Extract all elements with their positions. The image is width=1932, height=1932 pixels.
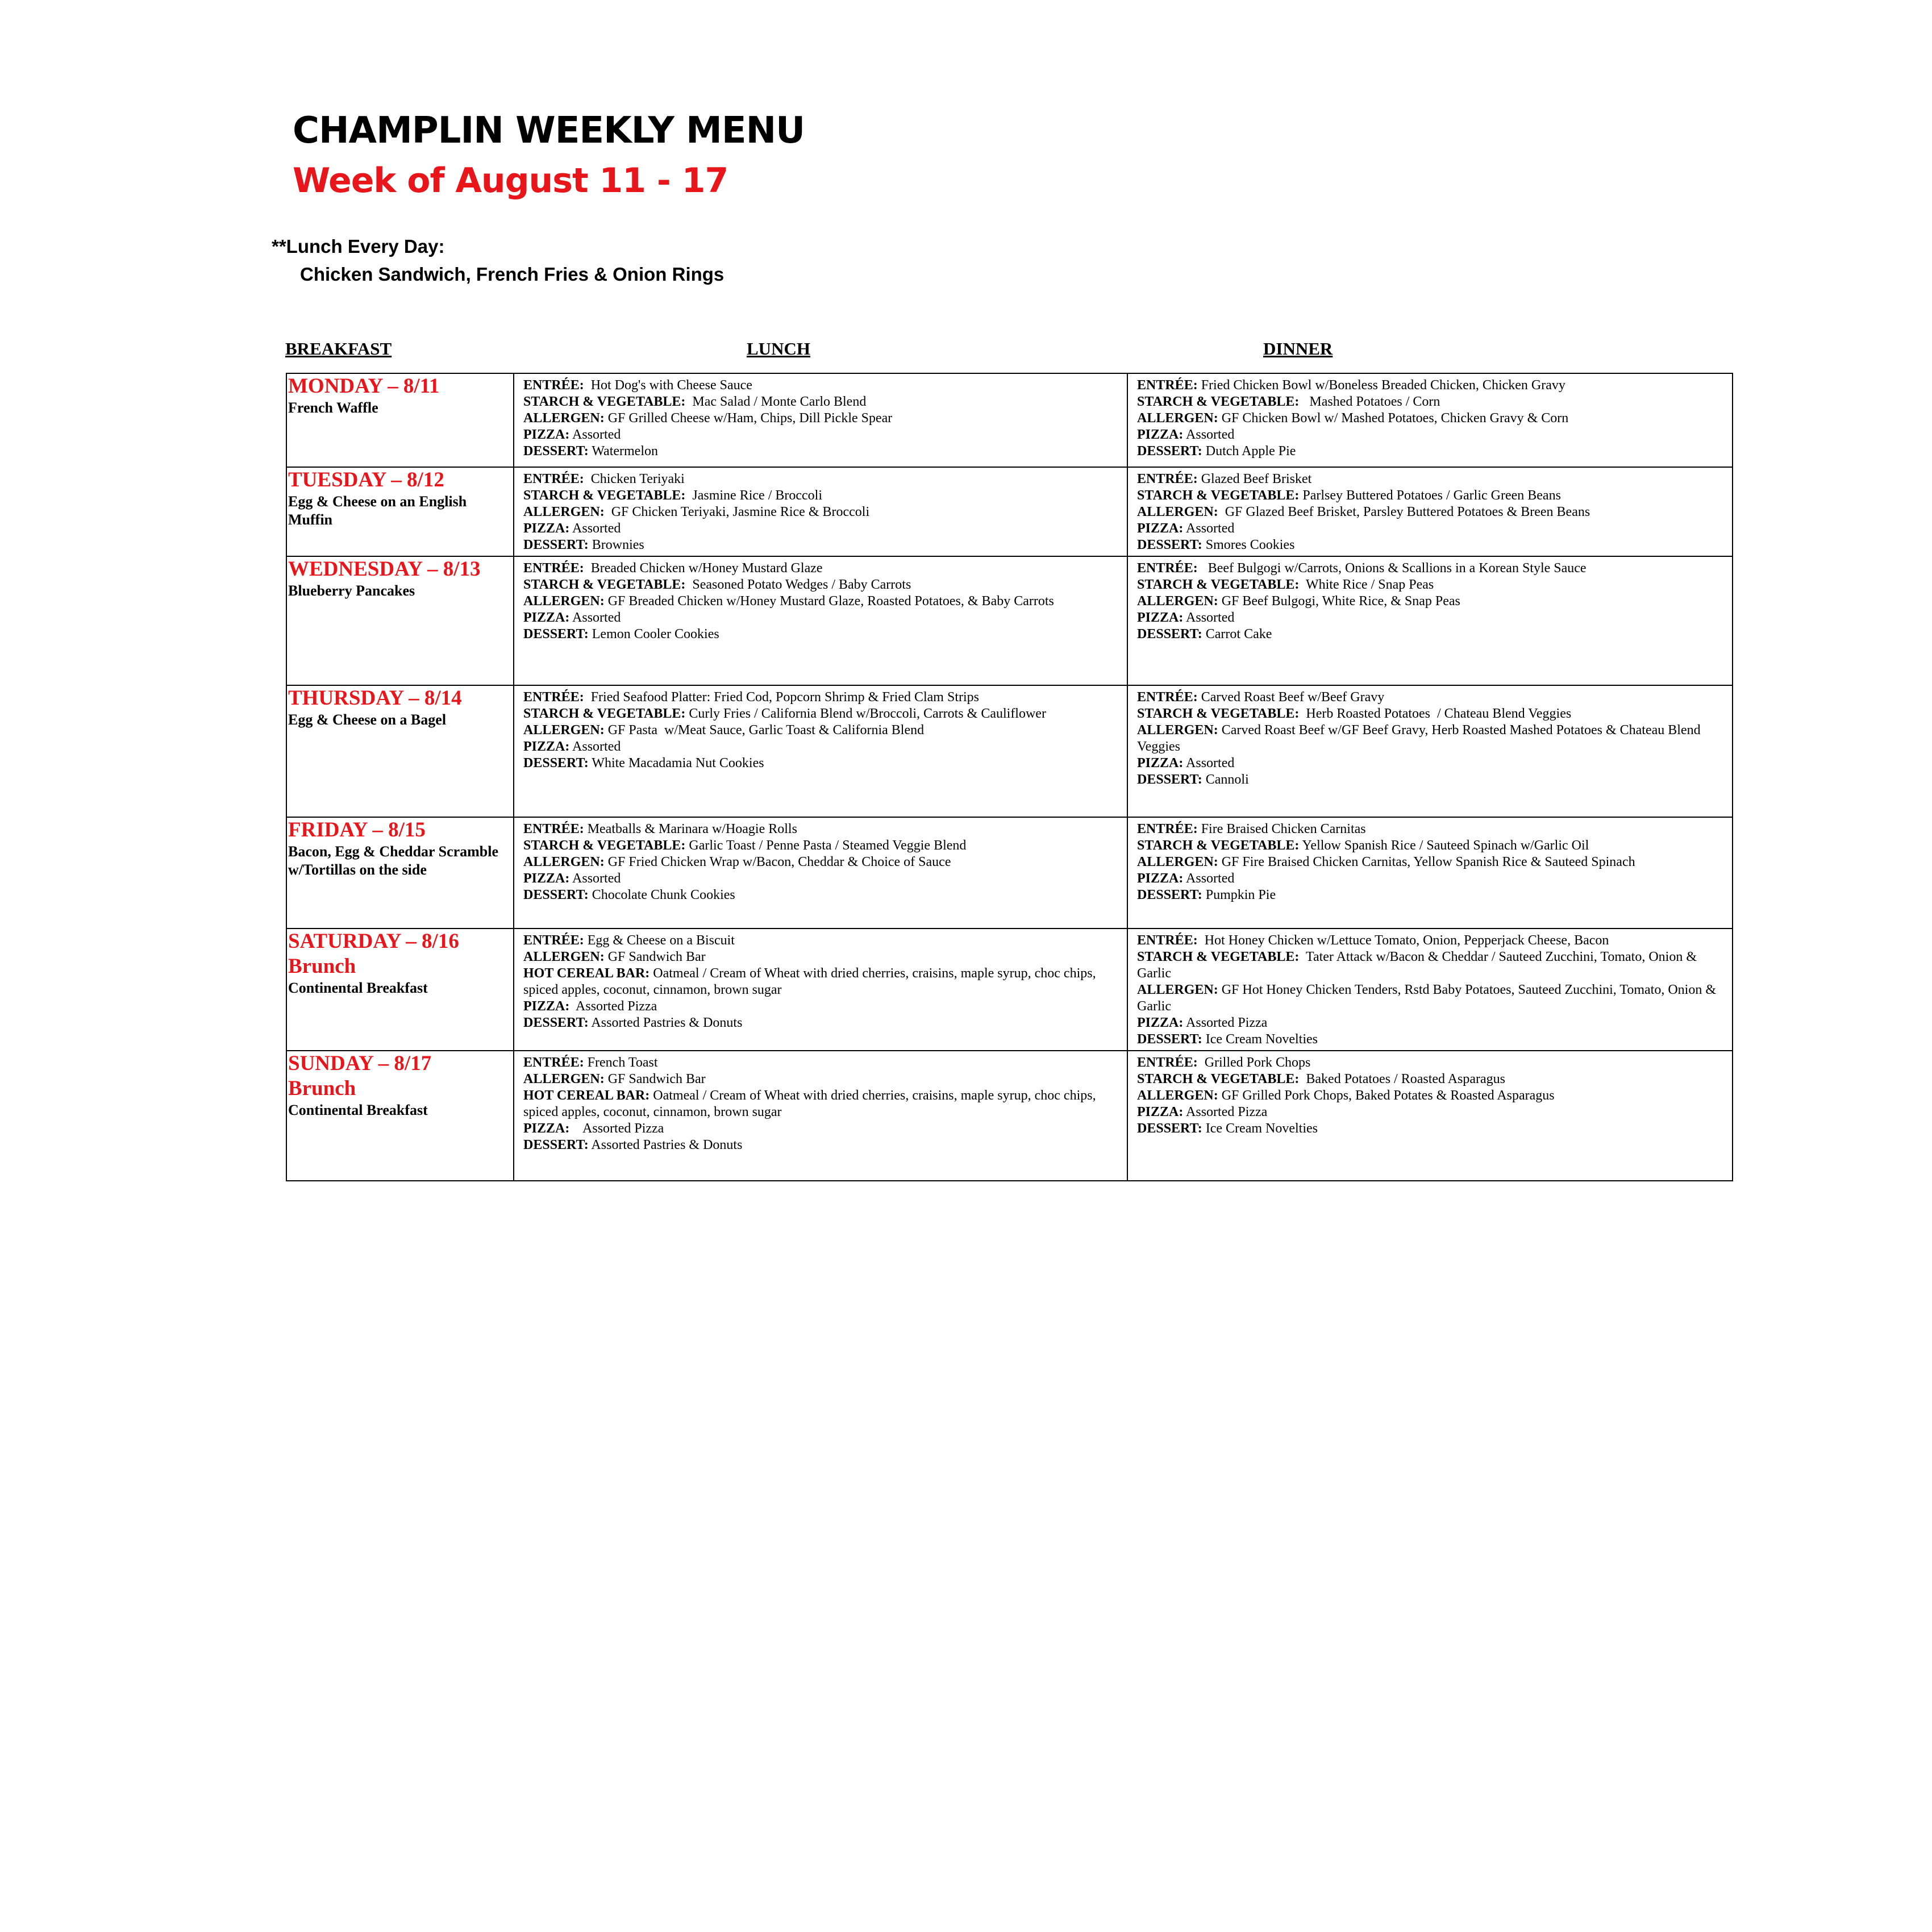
lunch-line (523, 998, 1121, 1015)
lunch-line-label: ALLERGEN: (523, 594, 605, 609)
dinner-line (1137, 1071, 1726, 1088)
lunch-line (523, 537, 1121, 553)
menu-row (286, 685, 1733, 817)
lunch-line-label: HOT CEREAL BAR: (523, 1088, 650, 1103)
lunch-line-label: PIZZA: (523, 739, 570, 754)
dinner-line-label: ENTRÉE: (1137, 561, 1198, 576)
lunch-line-label: ALLERGEN: (523, 855, 605, 869)
lunch-line-label: STARCH & VEGETABLE: (523, 488, 686, 503)
dinner-line-label: ALLERGEN: (1137, 594, 1218, 609)
dinner-line-text: GF Chicken Bowl w/ Mashed Potatoes, Chicken Gravy & Corn (1218, 411, 1569, 426)
dinner-line-text: GF Beef Bulgogi, White Rice, & Snap Peas (1218, 594, 1460, 609)
lunch-line (523, 1055, 1121, 1071)
lunch-line (523, 689, 1121, 706)
lunch-line-text: GF Fried Chicken Wrap w/Bacon, Cheddar & Choice of Sauce (604, 855, 951, 869)
lunch-line (523, 739, 1121, 755)
lunch-line-text: Assorted (569, 610, 621, 625)
dinner-line-text: Cannoli (1202, 772, 1249, 787)
lunch-line (523, 965, 1121, 998)
lunch-line-text: GF Pasta w/Meat Sauce, Garlic Toast & California Blend (604, 723, 925, 738)
dinner-line-label: PIZZA: (1137, 871, 1184, 886)
dinner-line (1137, 537, 1726, 553)
day-name: THURSDAY – 8/14 (288, 686, 462, 710)
dinner-line-label: STARCH & VEGETABLE: (1137, 838, 1300, 853)
lunch-cell (514, 817, 1127, 928)
dinner-line-label: DESSERT: (1137, 627, 1202, 642)
week-subtitle: Week of August 11 - 17 (293, 161, 728, 201)
menu-title: CHAMPLIN WEEKLY MENU (293, 110, 805, 152)
lunch-line (523, 471, 1121, 488)
dinner-line (1137, 949, 1726, 982)
lunch-line-label: ALLERGEN: (523, 723, 605, 738)
lunch-line-text: Assorted Pastries & Donuts (588, 1015, 743, 1030)
dinner-cell (1127, 556, 1733, 685)
dinner-line-label: PIZZA: (1137, 1015, 1184, 1030)
dinner-line-text: Assorted Pizza (1183, 1105, 1268, 1119)
lunch-cell (514, 1051, 1127, 1181)
lunch-line-label: ENTRÉE: (523, 561, 584, 576)
lunch-line-text: Lemon Cooler Cookies (588, 627, 719, 642)
lunch-note-text: Chicken Sandwich, French Fries & Onion Rings (300, 264, 724, 285)
lunch-line-label: STARCH & VEGETABLE: (523, 394, 686, 409)
lunch-line-text: GF Breaded Chicken w/Honey Mustard Glaze, Roasted Potatoes, & Baby Carrots (604, 594, 1054, 609)
lunch-cell (514, 928, 1127, 1051)
lunch-line-label: STARCH & VEGETABLE: (523, 706, 686, 721)
dinner-line (1137, 504, 1726, 521)
dinner-line-label: ENTRÉE: (1137, 378, 1198, 393)
lunch-line (523, 1015, 1121, 1031)
menu-row (286, 467, 1733, 556)
dinner-line-label: DESSERT: (1137, 1032, 1202, 1047)
lunch-line-text: Curly Fries / California Blend w/Broccoli, Carrots & Cauliflower (685, 706, 1046, 721)
dinner-line-text: Herb Roasted Potatoes / Chateau Blend Veggies (1299, 706, 1572, 721)
breakfast-cell (286, 373, 514, 467)
breakfast-column-header: BREAKFAST (285, 339, 392, 359)
lunch-line-text: GF Chicken Teriyaki, Jasmine Rice & Broccoli (604, 505, 870, 519)
breakfast-cell (286, 685, 514, 817)
day-name: FRIDAY – 8/15 (288, 818, 426, 842)
lunch-line (523, 610, 1121, 626)
dinner-column-header: DINNER (1263, 339, 1333, 359)
lunch-line-label: ENTRÉE: (523, 933, 584, 948)
breakfast-cell (286, 817, 514, 928)
dinner-line (1137, 1104, 1726, 1121)
dinner-line-label: DESSERT: (1137, 888, 1202, 902)
dinner-line-text: Carved Roast Beef w/GF Beef Gravy, Herb Roasted Mashed Potatoes & Chateau Blend Veggies (1137, 723, 1704, 754)
lunch-line-label: DESSERT: (523, 627, 589, 642)
dinner-line-text: Fried Chicken Bowl w/Boneless Breaded Chicken, Chicken Gravy (1197, 378, 1565, 393)
dinner-cell (1127, 373, 1733, 467)
breakfast-item: French Waffle (288, 399, 378, 416)
breakfast-cell (286, 928, 514, 1051)
lunch-line-label: PIZZA: (523, 521, 570, 536)
lunch-line-text: Egg & Cheese on a Biscuit (584, 933, 735, 948)
dinner-line-label: ALLERGEN: (1137, 411, 1218, 426)
day-name: SATURDAY – 8/16 (288, 930, 459, 953)
dinner-line (1137, 1015, 1726, 1031)
lunch-line (523, 560, 1121, 577)
dinner-line-text: White Rice / Snap Peas (1299, 577, 1434, 592)
dinner-line-text: Hot Honey Chicken w/Lettuce Tomato, Onion, Pepperjack Cheese, Bacon (1197, 933, 1609, 948)
lunch-line-text: Assorted Pizza (569, 1121, 664, 1136)
dinner-line-text: Tater Attack w/Bacon & Cheddar / Sauteed Zucchini, Tomato, Onion & Garlic (1137, 950, 1700, 981)
lunch-line (523, 821, 1121, 838)
lunch-line-label: ENTRÉE: (523, 1055, 584, 1070)
dinner-line-label: STARCH & VEGETABLE: (1137, 577, 1300, 592)
lunch-line (523, 410, 1121, 427)
lunch-line-text: White Macadamia Nut Cookies (588, 756, 764, 771)
lunch-line-label: PIZZA: (523, 427, 570, 442)
lunch-line-text: Watermelon (588, 444, 658, 459)
dinner-line-text: Dutch Apple Pie (1202, 444, 1296, 459)
dinner-line-label: ALLERGEN: (1137, 982, 1218, 997)
breakfast-item: Bacon, Egg & Cheddar Scramble w/Tortillas on the side (288, 843, 499, 878)
lunch-line-text: Meatballs & Marinara w/Hoagie Rolls (584, 822, 797, 836)
lunch-cell (514, 373, 1127, 467)
dinner-line-text: Fire Braised Chicken Carnitas (1197, 822, 1366, 836)
lunch-line-label: HOT CEREAL BAR: (523, 966, 650, 981)
lunch-line-text: Assorted (569, 427, 621, 442)
breakfast-item: Egg & Cheese on an English Muffin (288, 493, 467, 528)
dinner-line (1137, 932, 1726, 949)
dinner-line-label: ALLERGEN: (1137, 505, 1218, 519)
dinner-line (1137, 854, 1726, 871)
menu-row (286, 817, 1733, 928)
lunch-line (523, 706, 1121, 722)
lunch-line-text: Hot Dog's with Cheese Sauce (584, 378, 752, 393)
lunch-line (523, 626, 1121, 643)
lunch-line (523, 755, 1121, 772)
dinner-line (1137, 982, 1726, 1015)
dinner-line (1137, 560, 1726, 577)
dinner-cell (1127, 1051, 1733, 1181)
lunch-line (523, 838, 1121, 854)
lunch-line-text: Brownies (588, 538, 644, 552)
lunch-line (523, 1071, 1121, 1088)
dinner-line-text: Ice Cream Novelties (1202, 1121, 1318, 1136)
lunch-line (523, 488, 1121, 504)
lunch-line-label: PIZZA: (523, 1121, 570, 1136)
lunch-line-text: Assorted Pastries & Donuts (588, 1138, 743, 1152)
dinner-line-text: GF Glazed Beef Brisket, Parsley Buttered Potatoes & Breen Beans (1218, 505, 1590, 519)
lunch-line-text: GF Grilled Cheese w/Ham, Chips, Dill Pickle Spear (604, 411, 893, 426)
breakfast-item: Continental Breakfast (288, 1102, 428, 1118)
dinner-line-text: Beef Bulgogi w/Carrots, Onions & Scallions in a Korean Style Sauce (1197, 561, 1587, 576)
lunch-line-label: PIZZA: (523, 610, 570, 625)
dinner-line (1137, 1088, 1726, 1104)
day-name: WEDNESDAY – 8/13 (288, 557, 481, 581)
dinner-line-text: GF Grilled Pork Chops, Baked Potates & Roasted Asparagus (1218, 1088, 1555, 1103)
lunch-line (523, 949, 1121, 965)
menu-row (286, 373, 1733, 467)
dinner-line-label: ENTRÉE: (1137, 1055, 1198, 1070)
lunch-line (523, 593, 1121, 610)
lunch-line-label: DESSERT: (523, 444, 589, 459)
dinner-line-label: ENTRÉE: (1137, 690, 1198, 705)
dinner-line-text: Carved Roast Beef w/Beef Gravy (1197, 690, 1385, 705)
dinner-line (1137, 593, 1726, 610)
lunch-line (523, 577, 1121, 593)
dinner-line-label: STARCH & VEGETABLE: (1137, 950, 1300, 964)
dinner-line (1137, 394, 1726, 410)
lunch-line (523, 722, 1121, 739)
lunch-cell (514, 556, 1127, 685)
dinner-line-text: Assorted (1183, 521, 1235, 536)
dinner-line-label: ALLERGEN: (1137, 855, 1218, 869)
lunch-line (523, 887, 1121, 903)
lunch-note-heading: **Lunch Every Day: (272, 236, 445, 257)
dinner-line-label: DESSERT: (1137, 538, 1202, 552)
lunch-line-text: Oatmeal / Cream of Wheat with dried cherries, craisins, maple syrup, choc chips, spiced apples, coconut, cinnamon, brown sugar (523, 966, 1100, 997)
lunch-line (523, 427, 1121, 443)
dinner-line-text: Pumpkin Pie (1202, 888, 1276, 902)
lunch-line (523, 521, 1121, 537)
brunch-label: Brunch (288, 1077, 356, 1100)
lunch-line-text: Oatmeal / Cream of Wheat with dried cherries, craisins, maple syrup, choc chips, spiced apples, coconut, cinnamon, brown sugar (523, 1088, 1100, 1119)
dinner-line (1137, 521, 1726, 537)
dinner-line (1137, 706, 1726, 722)
lunch-line-label: ALLERGEN: (523, 411, 605, 426)
lunch-line-label: DESSERT: (523, 888, 589, 902)
dinner-line-text: Grilled Pork Chops (1197, 1055, 1311, 1070)
dinner-line-label: ALLERGEN: (1137, 723, 1218, 738)
dinner-line-label: ENTRÉE: (1137, 933, 1198, 948)
dinner-line (1137, 410, 1726, 427)
lunch-line (523, 871, 1121, 887)
lunch-line-label: DESSERT: (523, 1015, 589, 1030)
lunch-line-label: STARCH & VEGETABLE: (523, 838, 686, 853)
dinner-cell (1127, 817, 1733, 928)
lunch-line-text: Assorted Pizza (569, 999, 657, 1014)
dinner-line (1137, 610, 1726, 626)
dinner-line (1137, 871, 1726, 887)
lunch-line-text: Jasmine Rice / Broccoli (685, 488, 822, 503)
dinner-line-label: DESSERT: (1137, 1121, 1202, 1136)
lunch-line-text: Assorted (569, 521, 621, 536)
lunch-line-label: ENTRÉE: (523, 378, 584, 393)
lunch-line-label: ALLERGEN: (523, 505, 605, 519)
dinner-line-text: Ice Cream Novelties (1202, 1032, 1318, 1047)
lunch-line-text: Chocolate Chunk Cookies (588, 888, 735, 902)
lunch-line-text: Breaded Chicken w/Honey Mustard Glaze (584, 561, 823, 576)
lunch-line-text: GF Sandwich Bar (604, 950, 706, 964)
lunch-column-header: LUNCH (747, 339, 810, 359)
dinner-line-label: PIZZA: (1137, 427, 1184, 442)
dinner-line-text: Assorted (1183, 756, 1235, 771)
dinner-line (1137, 887, 1726, 903)
dinner-line-label: PIZZA: (1137, 521, 1184, 536)
lunch-line-label: DESSERT: (523, 538, 589, 552)
breakfast-item: Continental Breakfast (288, 980, 428, 996)
lunch-line-label: STARCH & VEGETABLE: (523, 577, 686, 592)
breakfast-item: Egg & Cheese on a Bagel (288, 711, 447, 728)
dinner-line (1137, 821, 1726, 838)
dinner-line-label: PIZZA: (1137, 610, 1184, 625)
breakfast-item: Blueberry Pancakes (288, 582, 415, 599)
dinner-line-label: PIZZA: (1137, 1105, 1184, 1119)
brunch-label: Brunch (288, 955, 356, 978)
day-name: TUESDAY – 8/12 (288, 468, 444, 492)
dinner-cell (1127, 685, 1733, 817)
dinner-line-label: PIZZA: (1137, 756, 1184, 771)
day-name: SUNDAY – 8/17 (288, 1052, 432, 1075)
dinner-line-text: Assorted (1183, 871, 1235, 886)
dinner-line (1137, 838, 1726, 854)
dinner-line-label: STARCH & VEGETABLE: (1137, 488, 1300, 503)
dinner-cell (1127, 928, 1733, 1051)
dinner-line-label: STARCH & VEGETABLE: (1137, 706, 1300, 721)
dinner-line (1137, 755, 1726, 772)
menu-table-body (286, 373, 1733, 1181)
dinner-line (1137, 377, 1726, 394)
menu-row (286, 1051, 1733, 1181)
dinner-line (1137, 1031, 1726, 1048)
dinner-line-label: STARCH & VEGETABLE: (1137, 1072, 1300, 1086)
lunch-line-label: ALLERGEN: (523, 950, 605, 964)
lunch-line-text: Mac Salad / Monte Carlo Blend (685, 394, 867, 409)
lunch-cell (514, 685, 1127, 817)
dinner-line-text: GF Fire Braised Chicken Carnitas, Yellow Spanish Rice & Sauteed Spinach (1218, 855, 1635, 869)
dinner-cell (1127, 467, 1733, 556)
dinner-line-text: Assorted Pizza (1183, 1015, 1268, 1030)
dinner-line-label: ALLERGEN: (1137, 1088, 1218, 1103)
dinner-line (1137, 722, 1726, 755)
dinner-line-label: STARCH & VEGETABLE: (1137, 394, 1300, 409)
lunch-line-label: PIZZA: (523, 871, 570, 886)
lunch-line-text: Seasoned Potato Wedges / Baby Carrots (685, 577, 911, 592)
dinner-line-text: Assorted (1183, 427, 1235, 442)
dinner-line-label: ENTRÉE: (1137, 472, 1198, 486)
lunch-line-text: Assorted (569, 739, 621, 754)
lunch-line-text: French Toast (584, 1055, 658, 1070)
dinner-line-text: Yellow Spanish Rice / Sauteed Spinach w/Garlic Oil (1299, 838, 1589, 853)
dinner-line-text: Glazed Beef Brisket (1197, 472, 1312, 486)
dinner-line-label: DESSERT: (1137, 444, 1202, 459)
lunch-line-label: DESSERT: (523, 1138, 589, 1152)
dinner-line-text: GF Hot Honey Chicken Tenders, Rstd Baby Potatoes, Sauteed Zucchini, Tomato, Onion & Garlic (1137, 982, 1720, 1014)
lunch-cell (514, 467, 1127, 556)
breakfast-cell (286, 556, 514, 685)
dinner-line (1137, 1055, 1726, 1071)
breakfast-cell (286, 1051, 514, 1181)
dinner-line (1137, 471, 1726, 488)
dinner-line-text: Smores Cookies (1202, 538, 1295, 552)
dinner-line-text: Carrot Cake (1202, 627, 1272, 642)
lunch-line (523, 394, 1121, 410)
lunch-line-text: Chicken Teriyaki (584, 472, 685, 486)
dinner-line-text: Baked Potatoes / Roasted Asparagus (1299, 1072, 1506, 1086)
menu-table (286, 373, 1733, 1181)
dinner-line-text: Parlsey Buttered Potatoes / Garlic Green Beans (1299, 488, 1561, 503)
lunch-line (523, 443, 1121, 460)
dinner-line (1137, 689, 1726, 706)
lunch-line-text: Assorted (569, 871, 621, 886)
lunch-line-text: GF Sandwich Bar (604, 1072, 706, 1086)
lunch-line (523, 1121, 1121, 1137)
lunch-line-label: ENTRÉE: (523, 690, 584, 705)
lunch-line (523, 1137, 1121, 1154)
menu-row (286, 928, 1733, 1051)
lunch-line-label: ALLERGEN: (523, 1072, 605, 1086)
lunch-line (523, 377, 1121, 394)
dinner-line (1137, 427, 1726, 443)
lunch-line-text: Fried Seafood Platter: Fried Cod, Popcorn Shrimp & Fried Clam Strips (584, 690, 979, 705)
dinner-line (1137, 577, 1726, 593)
day-name: MONDAY – 8/11 (288, 374, 440, 398)
lunch-line-text: Garlic Toast / Penne Pasta / Steamed Veggie Blend (685, 838, 967, 853)
dinner-line-text: Mashed Potatoes / Corn (1299, 394, 1440, 409)
dinner-line-label: DESSERT: (1137, 772, 1202, 787)
lunch-line (523, 932, 1121, 949)
lunch-line (523, 1088, 1121, 1121)
dinner-line-text: Assorted (1183, 610, 1235, 625)
dinner-line (1137, 1121, 1726, 1137)
lunch-line-label: DESSERT: (523, 756, 589, 771)
dinner-line (1137, 626, 1726, 643)
lunch-line (523, 504, 1121, 521)
dinner-line (1137, 772, 1726, 788)
dinner-line-label: ENTRÉE: (1137, 822, 1198, 836)
menu-row (286, 556, 1733, 685)
dinner-line (1137, 488, 1726, 504)
dinner-line (1137, 443, 1726, 460)
breakfast-cell (286, 467, 514, 556)
lunch-line (523, 854, 1121, 871)
lunch-line-label: ENTRÉE: (523, 822, 584, 836)
lunch-line-label: ENTRÉE: (523, 472, 584, 486)
lunch-line-label: PIZZA: (523, 999, 570, 1014)
